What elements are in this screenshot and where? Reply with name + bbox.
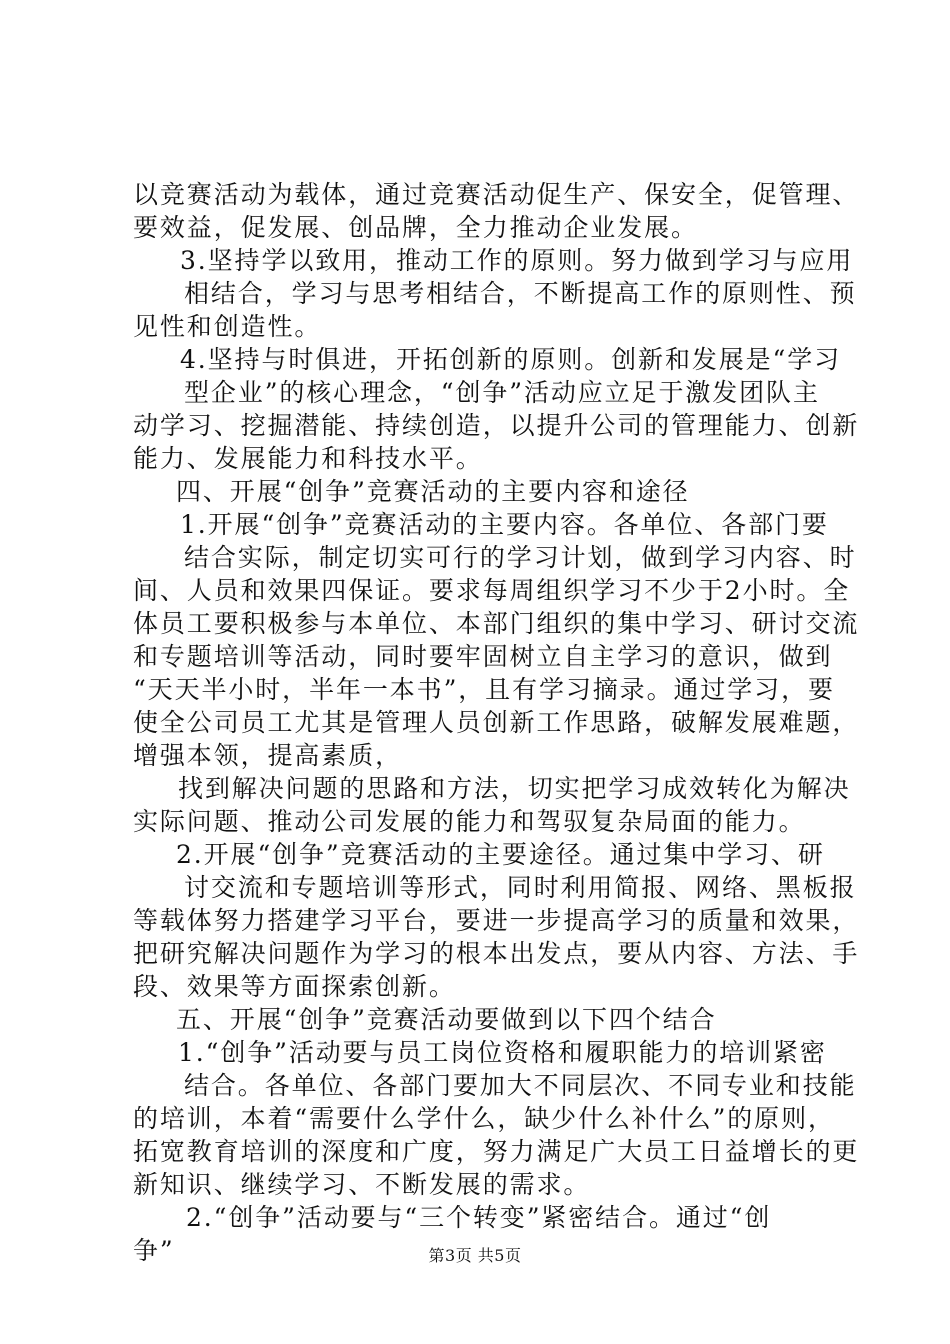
text-line: 间、人员和效果四保证。要求每周组织学习不少于2小时。全: [133, 576, 851, 605]
page-number: 第3页 共5页: [428, 1246, 522, 1265]
text-line: 的培训，本着“需要什么学什么，缺少什么补什么”的原则，: [133, 1104, 835, 1133]
text-line: 讨交流和专题培训等形式，同时利用简报、网络、黑板报: [184, 873, 857, 902]
text-line: 以竞赛活动为载体，通过竞赛活动促生产、保安全，促管理、: [133, 180, 860, 209]
text-line: 找到解决问题的思路和方法，切实把学习成效转化为解决: [178, 774, 851, 803]
text-line: 体员工要积极参与本单位、本部门组织的集中学习、研讨交流: [133, 609, 860, 638]
text-line: 段、效果等方面探索创新。: [133, 972, 456, 1001]
text-line: 要效益，促发展、创品牌，全力推动企业发展。: [133, 213, 698, 242]
text-line: 新知识、继续学习、不断发展的需求。: [133, 1170, 591, 1199]
text-line: 2.“创争”活动要与“三个转变”紧密结合。通过“创: [186, 1203, 772, 1232]
text-line: 1.开展“创争”竞赛活动的主要内容。各单位、各部门要: [180, 510, 829, 539]
text-line: 结合。各单位、各部门要加大不同层次、不同专业和技能: [184, 1071, 857, 1100]
text-line: 增强本领，提高素质，: [133, 741, 403, 770]
text-line: 4.坚持与时俱进，开拓创新的原则。创新和发展是“学习: [180, 345, 842, 374]
text-line: 争”: [133, 1236, 175, 1265]
section-heading: 五、开展“创争”竞赛活动要做到以下四个结合: [176, 1005, 717, 1034]
text-line: 3.坚持学以致用，推动工作的原则。努力做到学习与应用: [180, 246, 854, 275]
text-line: 等载体努力搭建学习平台，要进一步提高学习的质量和效果，: [133, 906, 860, 935]
text-line: 把研究解决问题作为学习的根本出发点，要从内容、方法、手: [133, 939, 860, 968]
text-line: 相结合，学习与思考相结合，不断提高工作的原则性、预: [184, 279, 857, 308]
text-line: 拓宽教育培训的深度和广度，努力满足广大员工日益增长的更: [133, 1137, 860, 1166]
text-line: 实际问题、推动公司发展的能力和驾驭复杂局面的能力。: [133, 807, 806, 836]
text-line: 结合实际，制定切实可行的学习计划，做到学习内容、时: [184, 543, 857, 572]
text-line: 见性和创造性。: [133, 312, 322, 341]
text-line: 使全公司员工尤其是管理人员创新工作思路，破解发展难题，: [133, 708, 860, 737]
text-line: 能力、发展能力和科技水平。: [133, 444, 483, 473]
text-line: “天天半小时，半年一本书”，且有学习摘录。通过学习，要: [133, 675, 835, 704]
text-line: 型企业”的核心理念，“创争”活动应立足于激发团队主: [184, 378, 820, 407]
text-line: 1.“创争”活动要与员工岗位资格和履职能力的培训紧密: [178, 1038, 827, 1067]
text-line: 和专题培训等活动，同时要牢固树立自主学习的意识，做到: [133, 642, 833, 671]
section-heading: 四、开展“创争”竞赛活动的主要内容和途径: [176, 477, 690, 506]
text-line: 动学习、挖掘潜能、持续创造，以提升公司的管理能力、创新: [133, 411, 860, 440]
text-line: 2.开展“创争”竞赛活动的主要途径。通过集中学习、研: [176, 840, 825, 869]
